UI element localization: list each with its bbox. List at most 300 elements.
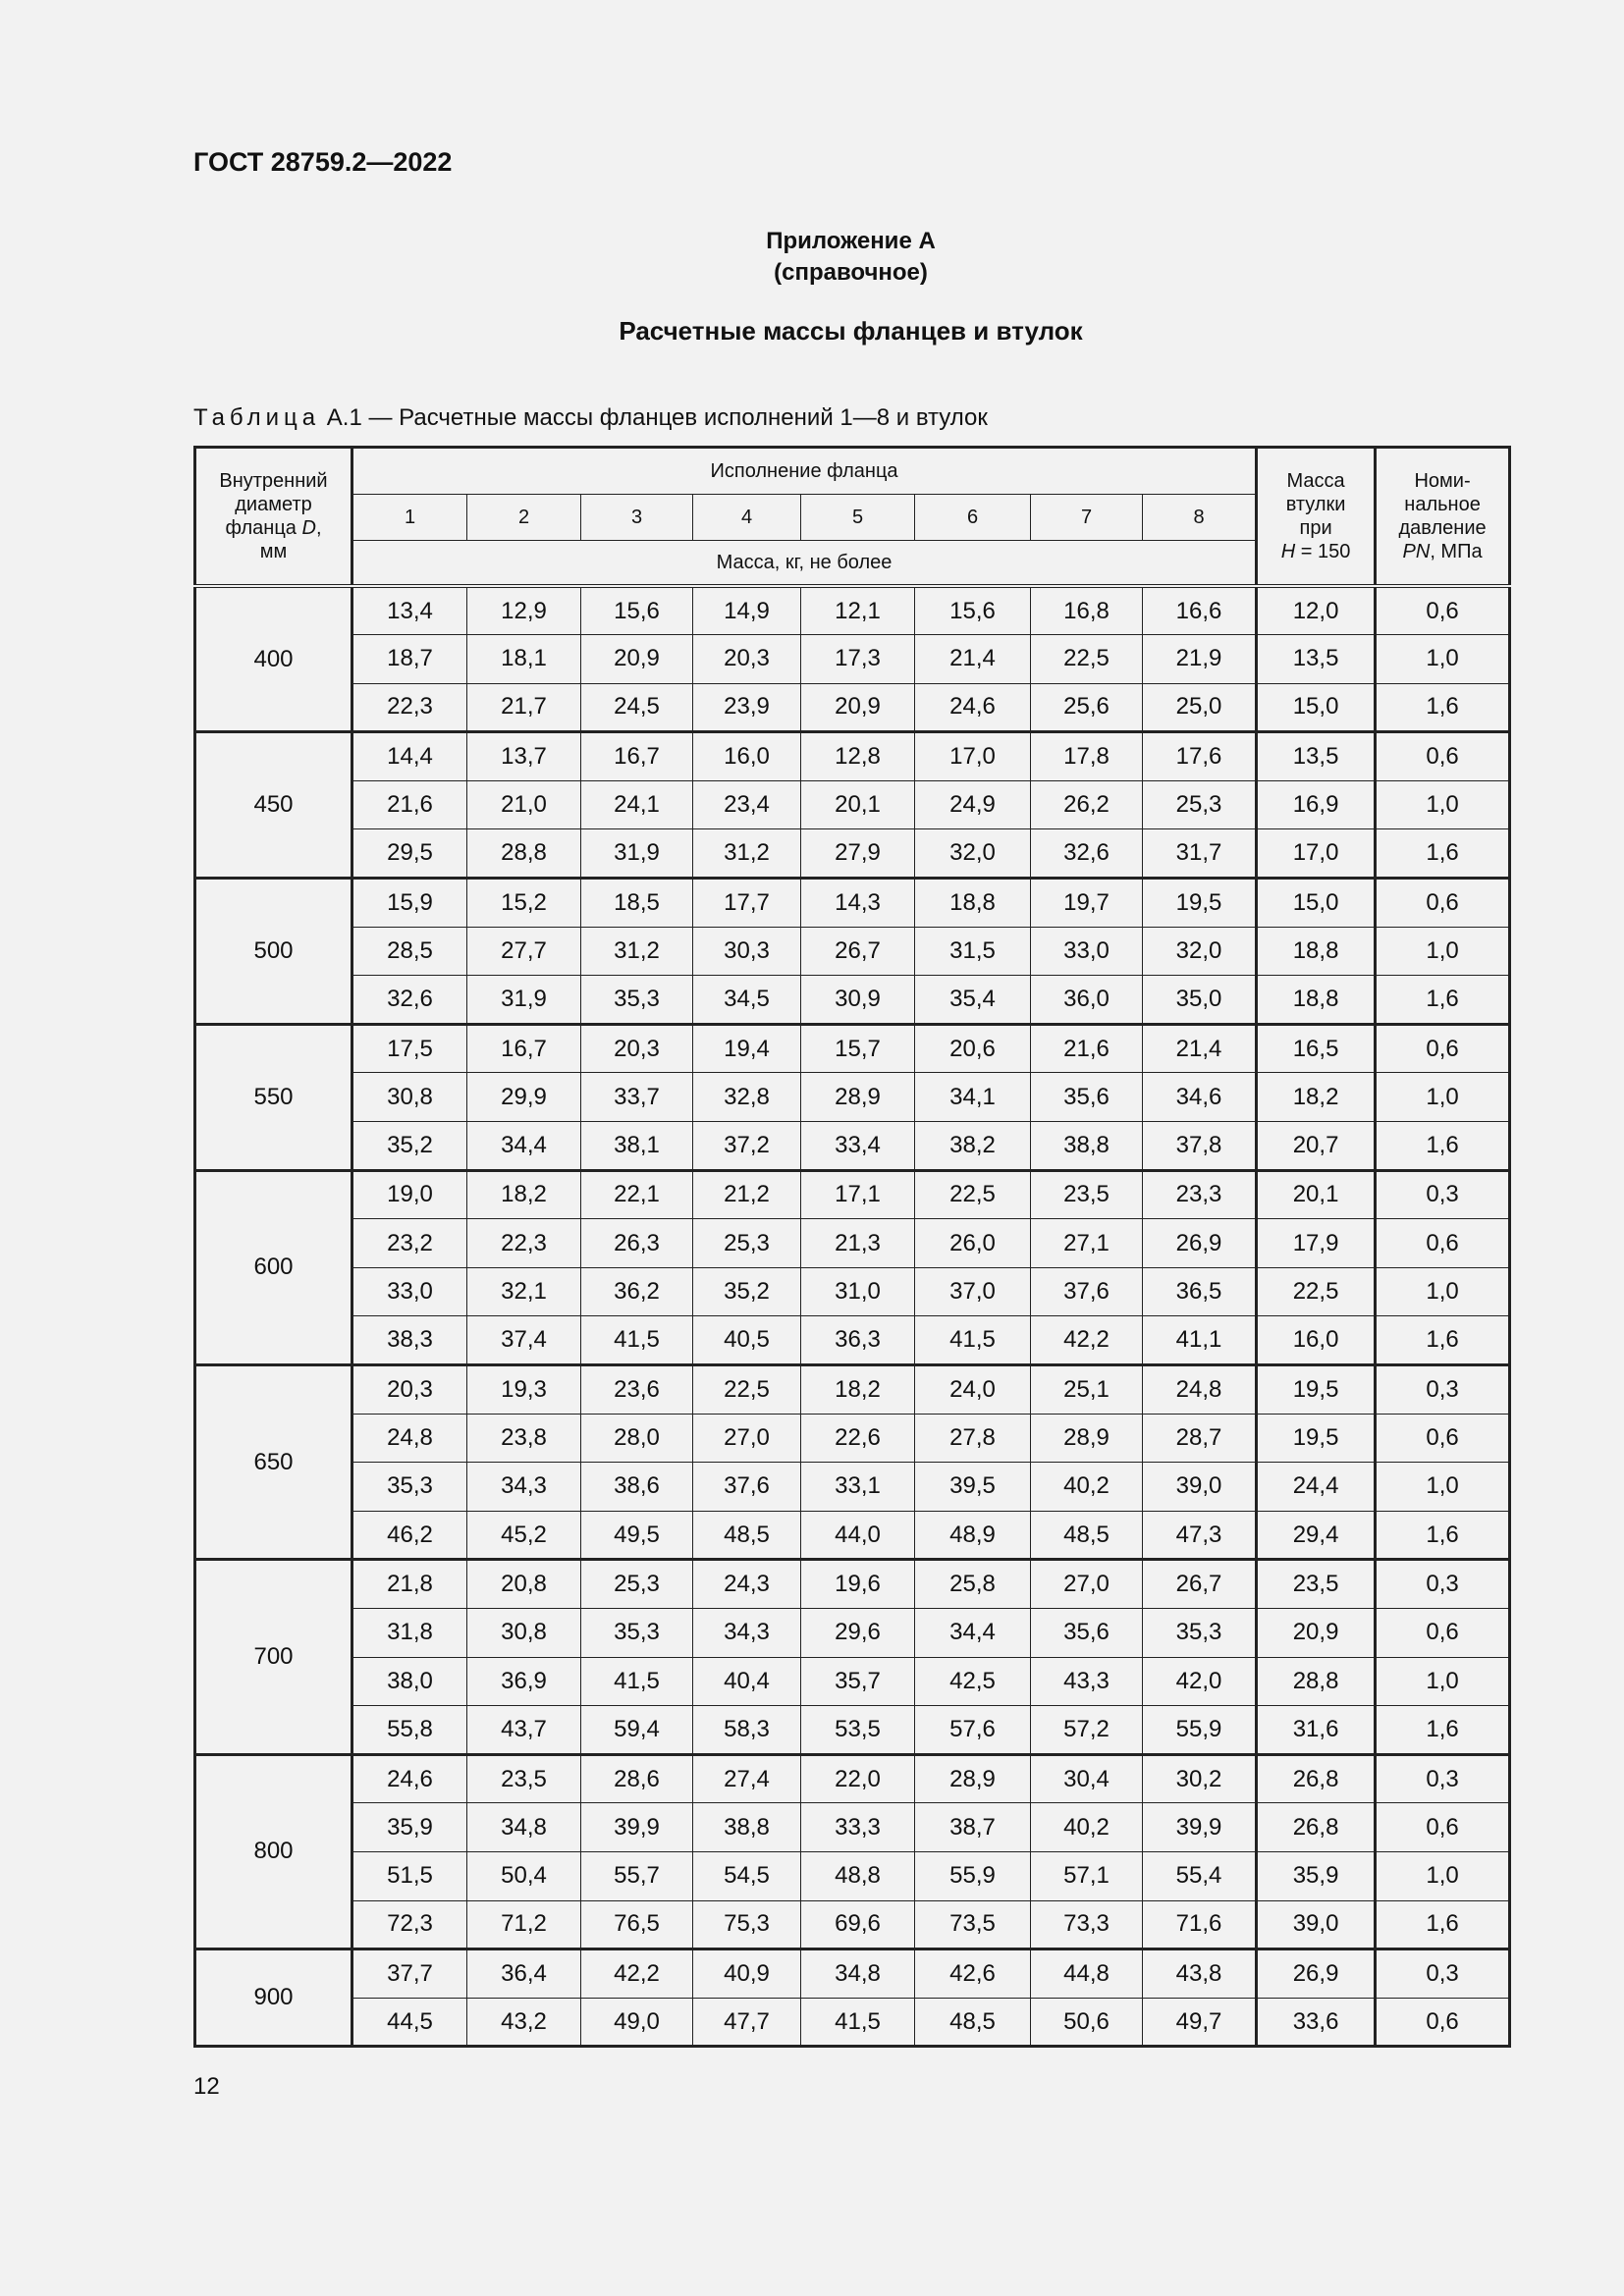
header-exec-2: 2 bbox=[467, 495, 581, 541]
flange-mass-cell: 43,7 bbox=[467, 1706, 581, 1755]
flange-mass-cell: 46,2 bbox=[352, 1511, 467, 1560]
flange-mass-cell: 22,1 bbox=[581, 1170, 693, 1219]
flange-mass-cell: 55,4 bbox=[1143, 1851, 1257, 1900]
flange-mass-cell: 37,6 bbox=[1031, 1267, 1143, 1316]
flange-mass-cell: 16,6 bbox=[1143, 586, 1257, 635]
flange-mass-cell: 29,6 bbox=[801, 1608, 915, 1657]
header-mass-unit: Масса, кг, не более bbox=[352, 541, 1257, 587]
flange-mass-cell: 12,8 bbox=[801, 732, 915, 781]
flange-mass-cell: 42,5 bbox=[915, 1657, 1031, 1706]
flange-mass-cell: 28,0 bbox=[581, 1414, 693, 1463]
flange-mass-cell: 21,3 bbox=[801, 1219, 915, 1268]
sleeve-mass-cell: 29,4 bbox=[1257, 1511, 1376, 1560]
flange-mass-cell: 20,8 bbox=[467, 1560, 581, 1609]
sleeve-mass-cell: 20,1 bbox=[1257, 1170, 1376, 1219]
table-row bbox=[195, 1365, 1510, 1415]
flange-mass-cell: 44,0 bbox=[801, 1511, 915, 1560]
flange-mass-cell: 40,5 bbox=[693, 1316, 801, 1365]
header-sleeve-mass: Масса втулки при H = 150 bbox=[1257, 448, 1376, 587]
flange-mass-cell: 31,2 bbox=[581, 927, 693, 976]
flange-mass-cell: 17,6 bbox=[1143, 732, 1257, 781]
flange-mass-cell: 22,3 bbox=[352, 683, 467, 732]
flange-mass-cell: 27,8 bbox=[915, 1414, 1031, 1463]
sleeve-mass-cell: 33,6 bbox=[1257, 1998, 1376, 2047]
table-row bbox=[195, 780, 1510, 829]
flange-mass-cell: 23,8 bbox=[467, 1414, 581, 1463]
flange-mass-cell: 28,9 bbox=[801, 1073, 915, 1122]
flange-mass-cell: 40,2 bbox=[1031, 1803, 1143, 1852]
table-caption-text: А.1 — Расчетные массы фланцев исполнений 1—8 и втулок bbox=[320, 404, 988, 431]
sleeve-mass-cell: 26,8 bbox=[1257, 1803, 1376, 1852]
flange-mass-cell: 37,0 bbox=[915, 1267, 1031, 1316]
flange-mass-cell: 29,5 bbox=[352, 829, 467, 879]
flange-mass-cell: 19,3 bbox=[467, 1365, 581, 1415]
flange-mass-cell: 37,8 bbox=[1143, 1122, 1257, 1171]
flange-mass-cell: 35,6 bbox=[1031, 1073, 1143, 1122]
pressure-cell: 1,6 bbox=[1376, 1900, 1510, 1949]
flange-mass-cell: 33,4 bbox=[801, 1122, 915, 1171]
flange-mass-cell: 42,2 bbox=[1031, 1316, 1143, 1365]
flange-mass-cell: 39,5 bbox=[915, 1463, 1031, 1512]
flange-mass-cell: 71,6 bbox=[1143, 1900, 1257, 1949]
pressure-cell: 0,6 bbox=[1376, 1024, 1510, 1073]
flange-mass-cell: 20,9 bbox=[581, 635, 693, 684]
flange-mass-cell: 38,8 bbox=[1031, 1122, 1143, 1171]
pressure-cell: 1,0 bbox=[1376, 1851, 1510, 1900]
flange-mass-cell: 37,6 bbox=[693, 1463, 801, 1512]
flange-mass-cell: 43,2 bbox=[467, 1998, 581, 2047]
pressure-cell: 1,6 bbox=[1376, 829, 1510, 879]
flange-mass-cell: 35,3 bbox=[352, 1463, 467, 1512]
sleeve-mass-cell: 19,5 bbox=[1257, 1414, 1376, 1463]
pressure-cell: 1,6 bbox=[1376, 1706, 1510, 1755]
flange-mass-cell: 23,6 bbox=[581, 1365, 693, 1415]
pressure-cell: 0,6 bbox=[1376, 1608, 1510, 1657]
sleeve-mass-cell: 18,8 bbox=[1257, 927, 1376, 976]
flange-mass-cell: 33,1 bbox=[801, 1463, 915, 1512]
flange-mass-cell: 38,2 bbox=[915, 1122, 1031, 1171]
table-row bbox=[195, 1122, 1510, 1171]
pressure-cell: 1,6 bbox=[1376, 1122, 1510, 1171]
flange-mass-cell: 33,0 bbox=[352, 1267, 467, 1316]
page-number: 12 bbox=[193, 2073, 220, 2100]
flange-mass-cell: 48,5 bbox=[915, 1998, 1031, 2047]
flange-mass-cell: 48,9 bbox=[915, 1511, 1031, 1560]
flange-mass-cell: 25,3 bbox=[693, 1219, 801, 1268]
flange-mass-cell: 34,1 bbox=[915, 1073, 1031, 1122]
flange-mass-cell: 24,3 bbox=[693, 1560, 801, 1609]
sleeve-mass-cell: 39,0 bbox=[1257, 1900, 1376, 1949]
flange-mass-cell: 20,3 bbox=[693, 635, 801, 684]
flange-mass-cell: 21,8 bbox=[352, 1560, 467, 1609]
pressure-cell: 1,0 bbox=[1376, 1463, 1510, 1512]
sleeve-mass-cell: 31,6 bbox=[1257, 1706, 1376, 1755]
flange-mass-cell: 33,0 bbox=[1031, 927, 1143, 976]
appendix-title bbox=[0, 226, 1624, 289]
flange-mass-cell: 15,2 bbox=[467, 879, 581, 928]
flange-mass-cell: 34,3 bbox=[467, 1463, 581, 1512]
flange-mass-cell: 37,2 bbox=[693, 1122, 801, 1171]
flange-mass-cell: 24,1 bbox=[581, 780, 693, 829]
flange-mass-cell: 31,5 bbox=[915, 927, 1031, 976]
flange-mass-cell: 47,3 bbox=[1143, 1511, 1257, 1560]
table-row bbox=[195, 635, 1510, 684]
flange-mass-cell: 30,4 bbox=[1031, 1754, 1143, 1803]
flange-mass-cell: 15,7 bbox=[801, 1024, 915, 1073]
flange-mass-cell: 24,8 bbox=[1143, 1365, 1257, 1415]
flange-mass-cell: 34,8 bbox=[801, 1949, 915, 1999]
flange-mass-cell: 20,9 bbox=[801, 683, 915, 732]
flange-mass-cell: 40,9 bbox=[693, 1949, 801, 1999]
sleeve-mass-cell: 16,0 bbox=[1257, 1316, 1376, 1365]
sleeve-mass-cell: 13,5 bbox=[1257, 635, 1376, 684]
sleeve-mass-cell: 18,2 bbox=[1257, 1073, 1376, 1122]
flange-mass-cell: 27,1 bbox=[1031, 1219, 1143, 1268]
table-row bbox=[195, 1560, 1510, 1609]
pressure-cell: 1,0 bbox=[1376, 1073, 1510, 1122]
flange-mass-cell: 71,2 bbox=[467, 1900, 581, 1949]
table-row bbox=[195, 1267, 1510, 1316]
flange-mass-cell: 39,9 bbox=[581, 1803, 693, 1852]
flange-mass-cell: 37,7 bbox=[352, 1949, 467, 1999]
flange-mass-cell: 28,8 bbox=[467, 829, 581, 879]
flange-mass-cell: 28,6 bbox=[581, 1754, 693, 1803]
flange-mass-cell: 17,3 bbox=[801, 635, 915, 684]
flange-mass-cell: 42,2 bbox=[581, 1949, 693, 1999]
pressure-cell: 1,0 bbox=[1376, 1267, 1510, 1316]
table-row bbox=[195, 1219, 1510, 1268]
flange-mass-cell: 38,0 bbox=[352, 1657, 467, 1706]
flange-mass-cell: 34,6 bbox=[1143, 1073, 1257, 1122]
flange-mass-cell: 35,9 bbox=[352, 1803, 467, 1852]
flange-mass-cell: 35,3 bbox=[581, 1608, 693, 1657]
table-row bbox=[195, 1608, 1510, 1657]
sleeve-mass-cell: 26,8 bbox=[1257, 1754, 1376, 1803]
pressure-cell: 0,6 bbox=[1376, 1219, 1510, 1268]
table-row bbox=[195, 1073, 1510, 1122]
document-header: ГОСТ 28759.2—2022 bbox=[193, 147, 453, 177]
flange-mass-cell: 15,6 bbox=[581, 586, 693, 635]
flange-mass-cell: 55,7 bbox=[581, 1851, 693, 1900]
flange-mass-cell: 23,4 bbox=[693, 780, 801, 829]
flange-mass-cell: 19,7 bbox=[1031, 879, 1143, 928]
flange-mass-cell: 42,0 bbox=[1143, 1657, 1257, 1706]
flange-mass-cell: 51,5 bbox=[352, 1851, 467, 1900]
flange-mass-cell: 27,4 bbox=[693, 1754, 801, 1803]
flange-mass-cell: 36,9 bbox=[467, 1657, 581, 1706]
pressure-cell: 0,6 bbox=[1376, 586, 1510, 635]
flange-mass-cell: 41,5 bbox=[915, 1316, 1031, 1365]
flange-mass-cell: 43,3 bbox=[1031, 1657, 1143, 1706]
sleeve-mass-cell: 35,9 bbox=[1257, 1851, 1376, 1900]
flange-mass-cell: 53,5 bbox=[801, 1706, 915, 1755]
flange-mass-cell: 18,8 bbox=[915, 879, 1031, 928]
flange-mass-cell: 16,0 bbox=[693, 732, 801, 781]
flange-mass-cell: 16,7 bbox=[467, 1024, 581, 1073]
table-row bbox=[195, 927, 1510, 976]
flange-mass-cell: 17,1 bbox=[801, 1170, 915, 1219]
sleeve-mass-cell: 17,0 bbox=[1257, 829, 1376, 879]
flange-mass-cell: 41,5 bbox=[801, 1998, 915, 2047]
pressure-cell: 1,0 bbox=[1376, 635, 1510, 684]
flange-mass-cell: 23,5 bbox=[1031, 1170, 1143, 1219]
pressure-cell: 1,6 bbox=[1376, 976, 1510, 1025]
flange-mass-cell: 17,8 bbox=[1031, 732, 1143, 781]
diameter-cell: 900 bbox=[195, 1949, 352, 2047]
flange-mass-cell: 28,9 bbox=[1031, 1414, 1143, 1463]
flange-mass-cell: 35,0 bbox=[1143, 976, 1257, 1025]
flange-mass-cell: 26,9 bbox=[1143, 1219, 1257, 1268]
flange-mass-cell: 22,5 bbox=[915, 1170, 1031, 1219]
flange-mass-cell: 36,4 bbox=[467, 1949, 581, 1999]
flange-mass-cell: 22,5 bbox=[693, 1365, 801, 1415]
table-caption-prefix: Таблица bbox=[193, 404, 321, 431]
flange-mass-cell: 35,3 bbox=[581, 976, 693, 1025]
flange-mass-cell: 20,1 bbox=[801, 780, 915, 829]
header-nominal-pressure: Номи- нальное давление PN, МПа bbox=[1376, 448, 1510, 587]
flange-mass-cell: 54,5 bbox=[693, 1851, 801, 1900]
flange-mass-cell: 34,4 bbox=[915, 1608, 1031, 1657]
flange-mass-cell: 40,2 bbox=[1031, 1463, 1143, 1512]
flange-mass-cell: 36,2 bbox=[581, 1267, 693, 1316]
flange-mass-cell: 24,6 bbox=[915, 683, 1031, 732]
flange-mass-cell: 20,3 bbox=[581, 1024, 693, 1073]
pressure-cell: 0,6 bbox=[1376, 1998, 1510, 2047]
flange-mass-cell: 35,6 bbox=[1031, 1608, 1143, 1657]
flange-mass-cell: 14,4 bbox=[352, 732, 467, 781]
flange-mass-cell: 47,7 bbox=[693, 1998, 801, 2047]
table-row bbox=[195, 1803, 1510, 1852]
flange-mass-cell: 36,3 bbox=[801, 1316, 915, 1365]
flange-mass-cell: 48,8 bbox=[801, 1851, 915, 1900]
table-row bbox=[195, 1024, 1510, 1073]
flange-mass-cell: 26,2 bbox=[1031, 780, 1143, 829]
flange-mass-cell: 28,9 bbox=[915, 1754, 1031, 1803]
flange-mass-cell: 35,3 bbox=[1143, 1608, 1257, 1657]
table-row bbox=[195, 976, 1510, 1025]
sleeve-mass-cell: 18,8 bbox=[1257, 976, 1376, 1025]
flange-mass-cell: 29,9 bbox=[467, 1073, 581, 1122]
flange-mass-cell: 25,3 bbox=[1143, 780, 1257, 829]
flange-mass-cell: 59,4 bbox=[581, 1706, 693, 1755]
flange-mass-cell: 13,7 bbox=[467, 732, 581, 781]
diameter-cell: 500 bbox=[195, 879, 352, 1025]
flange-mass-cell: 22,5 bbox=[1031, 635, 1143, 684]
sleeve-mass-cell: 16,9 bbox=[1257, 780, 1376, 829]
flange-mass-cell: 41,5 bbox=[581, 1657, 693, 1706]
flange-mass-cell: 49,0 bbox=[581, 1998, 693, 2047]
flange-mass-cell: 48,5 bbox=[1031, 1511, 1143, 1560]
flange-mass-cell: 44,8 bbox=[1031, 1949, 1143, 1999]
flange-mass-cell: 49,5 bbox=[581, 1511, 693, 1560]
flange-mass-cell: 76,5 bbox=[581, 1900, 693, 1949]
appendix-label: Приложение А bbox=[766, 228, 936, 254]
header-exec-8: 8 bbox=[1143, 495, 1257, 541]
flange-mass-cell: 33,3 bbox=[801, 1803, 915, 1852]
sleeve-mass-cell: 15,0 bbox=[1257, 879, 1376, 928]
table-row bbox=[195, 1657, 1510, 1706]
flange-mass-cell: 31,2 bbox=[693, 829, 801, 879]
flange-mass-cell: 18,1 bbox=[467, 635, 581, 684]
flange-mass-cell: 17,5 bbox=[352, 1024, 467, 1073]
flange-mass-cell: 27,9 bbox=[801, 829, 915, 879]
pressure-cell: 0,3 bbox=[1376, 1170, 1510, 1219]
pressure-cell: 1,6 bbox=[1376, 1511, 1510, 1560]
header-exec-4: 4 bbox=[693, 495, 801, 541]
flange-mass-cell: 72,3 bbox=[352, 1900, 467, 1949]
flange-mass-cell: 32,0 bbox=[1143, 927, 1257, 976]
flange-mass-cell: 40,4 bbox=[693, 1657, 801, 1706]
flange-mass-cell: 22,6 bbox=[801, 1414, 915, 1463]
diameter-cell: 650 bbox=[195, 1365, 352, 1560]
flange-mass-cell: 20,6 bbox=[915, 1024, 1031, 1073]
flange-mass-cell: 38,1 bbox=[581, 1122, 693, 1171]
flange-mass-cell: 42,6 bbox=[915, 1949, 1031, 1999]
flange-mass-cell: 16,7 bbox=[581, 732, 693, 781]
sleeve-mass-cell: 17,9 bbox=[1257, 1219, 1376, 1268]
flange-mass-cell: 75,3 bbox=[693, 1900, 801, 1949]
diameter-cell: 450 bbox=[195, 732, 352, 879]
flange-mass-cell: 30,8 bbox=[352, 1073, 467, 1122]
table-body bbox=[195, 586, 1510, 2047]
section-title: Расчетные массы фланцев и втулок bbox=[619, 316, 1083, 346]
flange-mass-cell: 25,8 bbox=[915, 1560, 1031, 1609]
table-row bbox=[195, 1900, 1510, 1949]
diameter-cell: 400 bbox=[195, 586, 352, 732]
flange-mass-cell: 14,3 bbox=[801, 879, 915, 928]
table-row bbox=[195, 1851, 1510, 1900]
table-row bbox=[195, 1414, 1510, 1463]
table-caption bbox=[193, 404, 988, 432]
flange-mass-cell: 25,0 bbox=[1143, 683, 1257, 732]
table-row bbox=[195, 1754, 1510, 1803]
header-exec-5: 5 bbox=[801, 495, 915, 541]
header-exec-1: 1 bbox=[352, 495, 467, 541]
flange-mass-cell: 27,0 bbox=[1031, 1560, 1143, 1609]
flange-mass-cell: 24,6 bbox=[352, 1754, 467, 1803]
flange-mass-cell: 31,8 bbox=[352, 1608, 467, 1657]
sleeve-mass-cell: 26,9 bbox=[1257, 1949, 1376, 1999]
diameter-cell: 550 bbox=[195, 1024, 352, 1170]
flange-mass-cell: 28,5 bbox=[352, 927, 467, 976]
sleeve-mass-cell: 15,0 bbox=[1257, 683, 1376, 732]
sleeve-mass-cell: 13,5 bbox=[1257, 732, 1376, 781]
flange-mass-cell: 25,3 bbox=[581, 1560, 693, 1609]
flange-mass-cell: 55,9 bbox=[1143, 1706, 1257, 1755]
table-row bbox=[195, 879, 1510, 928]
table-row bbox=[195, 1998, 1510, 2047]
flange-mass-cell: 35,2 bbox=[693, 1267, 801, 1316]
flange-mass-cell: 38,8 bbox=[693, 1803, 801, 1852]
flange-mass-cell: 36,0 bbox=[1031, 976, 1143, 1025]
flange-mass-cell: 12,9 bbox=[467, 586, 581, 635]
table-row bbox=[195, 732, 1510, 781]
flange-mass-cell: 21,0 bbox=[467, 780, 581, 829]
flange-mass-cell: 45,2 bbox=[467, 1511, 581, 1560]
header-execution: Исполнение фланца bbox=[352, 448, 1257, 495]
flange-mass-cell: 39,0 bbox=[1143, 1463, 1257, 1512]
flange-mass-cell: 73,3 bbox=[1031, 1900, 1143, 1949]
flange-mass-cell: 18,2 bbox=[801, 1365, 915, 1415]
flange-mass-cell: 31,0 bbox=[801, 1267, 915, 1316]
table-row bbox=[195, 1316, 1510, 1365]
flange-mass-cell: 32,8 bbox=[693, 1073, 801, 1122]
flange-mass-cell: 30,9 bbox=[801, 976, 915, 1025]
table-row bbox=[195, 586, 1510, 635]
flange-mass-cell: 31,9 bbox=[467, 976, 581, 1025]
pressure-cell: 1,6 bbox=[1376, 683, 1510, 732]
flange-mass-cell: 49,7 bbox=[1143, 1998, 1257, 2047]
diameter-cell: 800 bbox=[195, 1754, 352, 1949]
flange-mass-cell: 31,9 bbox=[581, 829, 693, 879]
sleeve-mass-cell: 20,9 bbox=[1257, 1608, 1376, 1657]
flange-mass-cell: 38,7 bbox=[915, 1803, 1031, 1852]
flange-mass-cell: 43,8 bbox=[1143, 1949, 1257, 1999]
diameter-cell: 600 bbox=[195, 1170, 352, 1364]
flange-mass-cell: 50,4 bbox=[467, 1851, 581, 1900]
flange-mass-cell: 26,7 bbox=[801, 927, 915, 976]
flange-mass-cell: 24,8 bbox=[352, 1414, 467, 1463]
pressure-cell: 0,6 bbox=[1376, 1803, 1510, 1852]
flange-mass-cell: 17,7 bbox=[693, 879, 801, 928]
flange-mass-cell: 24,5 bbox=[581, 683, 693, 732]
sleeve-mass-cell: 16,5 bbox=[1257, 1024, 1376, 1073]
flange-mass-cell: 28,7 bbox=[1143, 1414, 1257, 1463]
flange-mass-cell: 30,8 bbox=[467, 1608, 581, 1657]
flange-mass-cell: 26,0 bbox=[915, 1219, 1031, 1268]
flange-mass-cell: 33,7 bbox=[581, 1073, 693, 1122]
pressure-cell: 0,3 bbox=[1376, 1560, 1510, 1609]
flange-mass-cell: 21,9 bbox=[1143, 635, 1257, 684]
flange-mass-cell: 25,6 bbox=[1031, 683, 1143, 732]
flange-mass-cell: 19,6 bbox=[801, 1560, 915, 1609]
flange-mass-cell: 58,3 bbox=[693, 1706, 801, 1755]
flange-mass-cell: 26,3 bbox=[581, 1219, 693, 1268]
flange-mass-cell: 22,0 bbox=[801, 1754, 915, 1803]
sleeve-mass-cell: 24,4 bbox=[1257, 1463, 1376, 1512]
flange-mass-cell: 21,7 bbox=[467, 683, 581, 732]
pressure-cell: 1,0 bbox=[1376, 927, 1510, 976]
flange-mass-cell: 41,1 bbox=[1143, 1316, 1257, 1365]
flange-mass-cell: 21,4 bbox=[1143, 1024, 1257, 1073]
table-row bbox=[195, 1706, 1510, 1755]
flange-mass-cell: 23,9 bbox=[693, 683, 801, 732]
flange-mass-cell: 13,4 bbox=[352, 586, 467, 635]
sleeve-mass-cell: 28,8 bbox=[1257, 1657, 1376, 1706]
header-exec-7: 7 bbox=[1031, 495, 1143, 541]
flange-mass-cell: 18,2 bbox=[467, 1170, 581, 1219]
flange-mass-cell: 18,5 bbox=[581, 879, 693, 928]
flange-mass-cell: 21,4 bbox=[915, 635, 1031, 684]
flange-mass-cell: 38,6 bbox=[581, 1463, 693, 1512]
flange-mass-cell: 24,9 bbox=[915, 780, 1031, 829]
sleeve-mass-cell: 19,5 bbox=[1257, 1365, 1376, 1415]
flange-mass-cell: 25,1 bbox=[1031, 1365, 1143, 1415]
flange-mass-cell: 73,5 bbox=[915, 1900, 1031, 1949]
flange-mass-cell: 20,3 bbox=[352, 1365, 467, 1415]
table-row bbox=[195, 1511, 1510, 1560]
flange-mass-cell: 26,7 bbox=[1143, 1560, 1257, 1609]
sleeve-mass-cell: 12,0 bbox=[1257, 586, 1376, 635]
flange-mass-cell: 36,5 bbox=[1143, 1267, 1257, 1316]
flange-mass-cell: 50,6 bbox=[1031, 1998, 1143, 2047]
flange-mass-cell: 12,1 bbox=[801, 586, 915, 635]
pressure-cell: 1,0 bbox=[1376, 780, 1510, 829]
flange-mass-cell: 55,9 bbox=[915, 1851, 1031, 1900]
flange-mass-cell: 21,6 bbox=[1031, 1024, 1143, 1073]
pressure-cell: 0,6 bbox=[1376, 732, 1510, 781]
header-diameter: Внутренний диаметр фланца D, мм bbox=[195, 448, 352, 587]
